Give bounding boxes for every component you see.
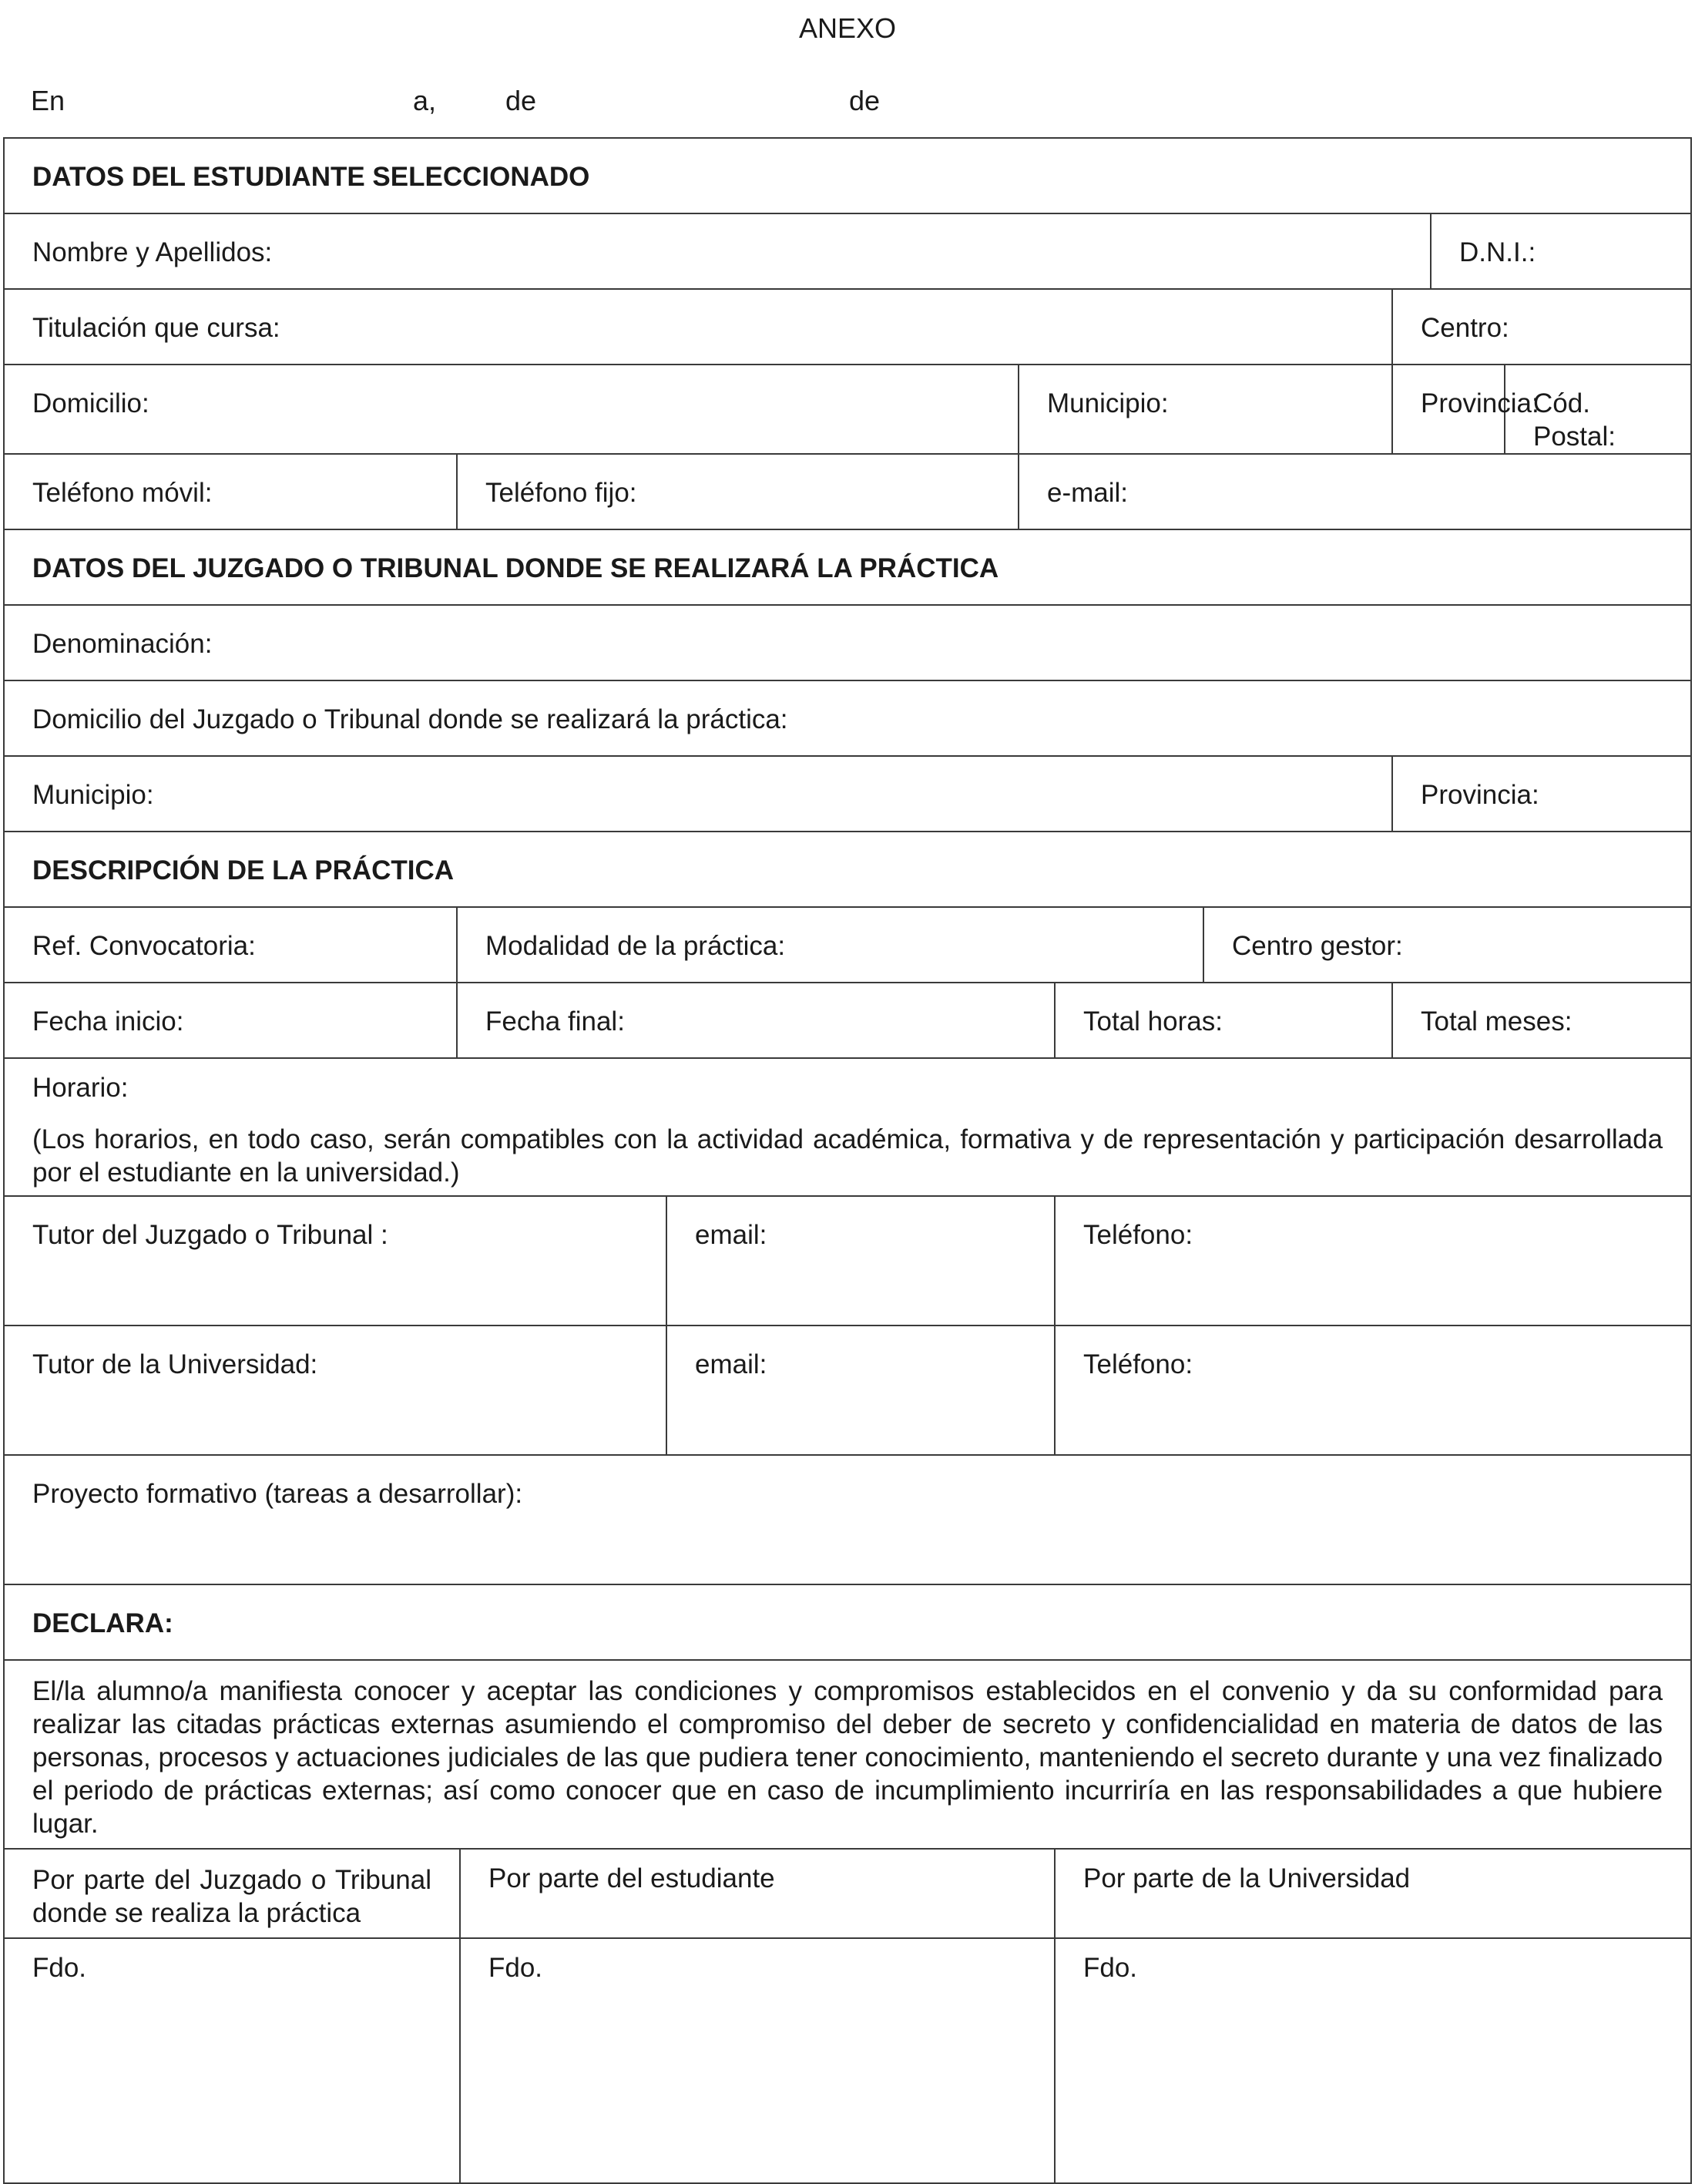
practice-start-date-field[interactable]: Fecha inicio:	[4, 983, 457, 1058]
signature-university-heading: Por parte de la Universidad	[1055, 1849, 1691, 1938]
uni-tutor-field[interactable]: Tutor de la Universidad:	[4, 1326, 666, 1455]
signature-student-box[interactable]: Fdo.	[460, 1938, 1055, 2183]
student-municipality-field[interactable]: Municipio:	[1019, 365, 1392, 454]
practice-modality-field[interactable]: Modalidad de la práctica:	[457, 907, 1203, 983]
court-name-field[interactable]: Denominación:	[4, 605, 1691, 680]
student-degree-field[interactable]: Titulación que cursa:	[4, 289, 1392, 365]
student-name-field[interactable]: Nombre y Apellidos:	[4, 213, 1431, 289]
practice-end-date-field[interactable]: Fecha final:	[457, 983, 1055, 1058]
court-tutor-field[interactable]: Tutor del Juzgado o Tribunal :	[4, 1196, 666, 1326]
signature-student-heading: Por parte del estudiante	[460, 1849, 1055, 1938]
schedule-note: (Los horarios, en todo caso, serán compatibles con la actividad académica, formativa y de representación y participación desarrollada por el estudiante en la universidad.)	[32, 1124, 1663, 1188]
declaration-heading: DECLARA:	[4, 1584, 1691, 1660]
student-center-field[interactable]: Centro:	[1392, 289, 1691, 365]
student-landline-field[interactable]: Teléfono fijo:	[457, 454, 1019, 529]
court-province-field[interactable]: Provincia:	[1392, 756, 1691, 832]
court-tutor-phone-field[interactable]: Teléfono:	[1055, 1196, 1691, 1326]
uni-tutor-phone-field[interactable]: Teléfono:	[1055, 1326, 1691, 1455]
practice-project-field[interactable]: Proyecto formativo (tareas a desarrollar):	[4, 1455, 1691, 1584]
court-address-field[interactable]: Domicilio del Juzgado o Tribunal donde se realizará la práctica:	[4, 680, 1691, 756]
court-section-heading: DATOS DEL JUZGADO O TRIBUNAL DONDE SE REALIZARÁ LA PRÁCTICA	[4, 529, 1691, 605]
signature-court-heading: Por parte del Juzgado o Tribunal donde se realiza la práctica	[4, 1849, 460, 1938]
practice-managing-center-field[interactable]: Centro gestor:	[1203, 907, 1691, 983]
student-dni-field[interactable]: D.N.I.:	[1431, 213, 1691, 289]
dateline-de-2: de	[849, 85, 881, 116]
student-address-field[interactable]: Domicilio:	[4, 365, 1019, 454]
signature-court-box[interactable]: Fdo.	[4, 1938, 460, 2183]
declaration-text: El/la alumno/a manifiesta conocer y aceptar las condiciones y compromisos establecidos en el convenio y da su conformidad para realizar las citadas prácticas externas asumiendo el compromiso del deber de secreto y confidencialidad en materia de datos de las personas, procesos y actuaciones judiciales de las que pudiera tener conocimiento, manteniendo el secreto durante y una vez finalizado el periodo de prácticas externas; así como conocer que en caso de incumplimiento incurriría en las responsabilidades a que hubiere lugar.	[4, 1660, 1691, 1849]
student-email-field[interactable]: e-mail:	[1019, 454, 1691, 529]
practice-total-months-field[interactable]: Total meses:	[1392, 983, 1691, 1058]
practice-schedule-field[interactable]	[4, 1058, 1691, 1196]
uni-tutor-email-field[interactable]: email:	[666, 1326, 1055, 1455]
student-province-field[interactable]: Provincia:	[1392, 365, 1505, 454]
student-postal-code-field[interactable]: Cód. Postal:	[1505, 365, 1691, 454]
practice-ref-field[interactable]: Ref. Convocatoria:	[4, 907, 457, 983]
court-tutor-email-field[interactable]: email:	[666, 1196, 1055, 1326]
court-municipality-field[interactable]: Municipio:	[4, 756, 1392, 832]
student-section-heading: DATOS DEL ESTUDIANTE SELECCIONADO	[4, 138, 1691, 213]
dateline-de-1: de	[505, 85, 537, 116]
annex-form	[3, 137, 1692, 2184]
dateline-en: En	[31, 85, 65, 116]
signature-university-box[interactable]: Fdo.	[1055, 1938, 1691, 2183]
page-title: ANEXO	[798, 12, 897, 44]
schedule-label: Horario:	[32, 1073, 129, 1103]
dateline-a: a,	[413, 85, 437, 116]
practice-section-heading: DESCRIPCIÓN DE LA PRÁCTICA	[4, 832, 1691, 907]
practice-total-hours-field[interactable]: Total horas:	[1055, 983, 1392, 1058]
student-mobile-field[interactable]: Teléfono móvil:	[4, 454, 457, 529]
